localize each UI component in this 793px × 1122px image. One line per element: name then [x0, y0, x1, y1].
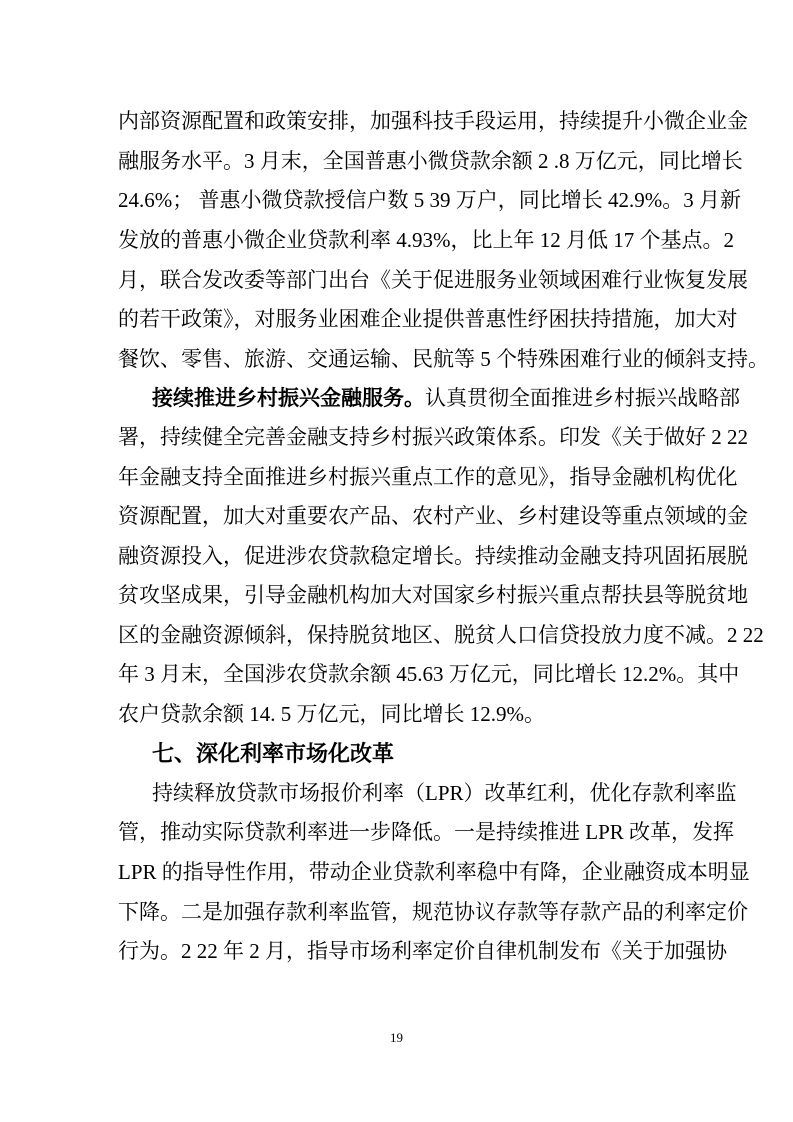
text-line: 内部资源配置和政策安排，加强科技手段运用，持续提升小微企业金: [118, 109, 748, 133]
text-line: 的若干政策》，对服务业困难企业提供普惠性纾困扶持措施，加大对: [118, 307, 738, 331]
text-line: 署，持续健全完善金融支持乡村振兴政策体系。印发《关于做好 2 22: [118, 425, 748, 449]
page-number: 19: [390, 1030, 403, 1045]
text-line: 年 3 月末，全国涉农贷款余额 45.63 万亿元，同比增长 12.2%。其中: [118, 662, 740, 686]
section-heading: 七、深化利率市场化改革: [152, 742, 395, 767]
text-line: 年金融支持全面推进乡村振兴重点工作的意见》，指导金融机构优化: [118, 465, 738, 489]
text-line: 下降。二是加强存款利率监管，规范协议存款等存款产品的利率定价: [118, 900, 748, 924]
text-line: 融服务水平。3 月末，全国普惠小微贷款余额 2 .8 万亿元，同比增长: [118, 149, 743, 173]
text-line: 行为。2 22 年 2 月，指导市场利率定价自律机制发布《关于加强协: [118, 939, 727, 963]
text-line: 融资源投入，促进涉农贷款稳定增长。持续推动金融支持巩固拓展脱: [118, 544, 748, 568]
text-line: 农户贷款余额 14. 5 万亿元，同比增长 12.9%。: [118, 702, 545, 726]
text-span: 认真贯彻全面推进乡村振兴战略部: [425, 386, 740, 410]
text-line: 餐饮、零售、旅游、交通运输、民航等 5 个特殊困难行业的倾斜支持。: [118, 347, 769, 371]
text-line: 发放的普惠小微企业贷款利率 4.93%，比上年 12 月低 17 个基点。2: [118, 228, 734, 252]
text-line: 区的金融资源倾斜，保持脱贫地区、脱贫人口信贷投放力度不减。2 22: [118, 623, 764, 647]
text-line: 贫攻坚成果，引导金融机构加大对国家乡村振兴重点帮扶县等脱贫地: [118, 583, 748, 607]
text-line: 24.6%； 普惠小微贷款授信户数 5 39 万户，同比增长 42.9%。3 月新: [118, 188, 741, 212]
text-line: LPR 的指导性作用，带动企业贷款利率稳中有降，企业融资成本明显: [118, 860, 750, 884]
text-line: 管，推动实际贷款利率进一步降低。一是持续推进 LPR 改革，发挥: [118, 820, 735, 844]
text-line: 资源配置，加大对重要农产品、农村产业、乡村建设等重点领域的金: [118, 504, 748, 528]
text-line: 月，联合发改委等部门出台《关于促进服务业领域困难行业恢复发展: [118, 268, 748, 292]
bold-lead: 接续推进乡村振兴金融服务。: [152, 386, 425, 410]
text-line: 持续释放贷款市场报价利率（LPR）改革红利，优化存款利率监: [152, 781, 737, 805]
text-line: [152, 385, 740, 411]
